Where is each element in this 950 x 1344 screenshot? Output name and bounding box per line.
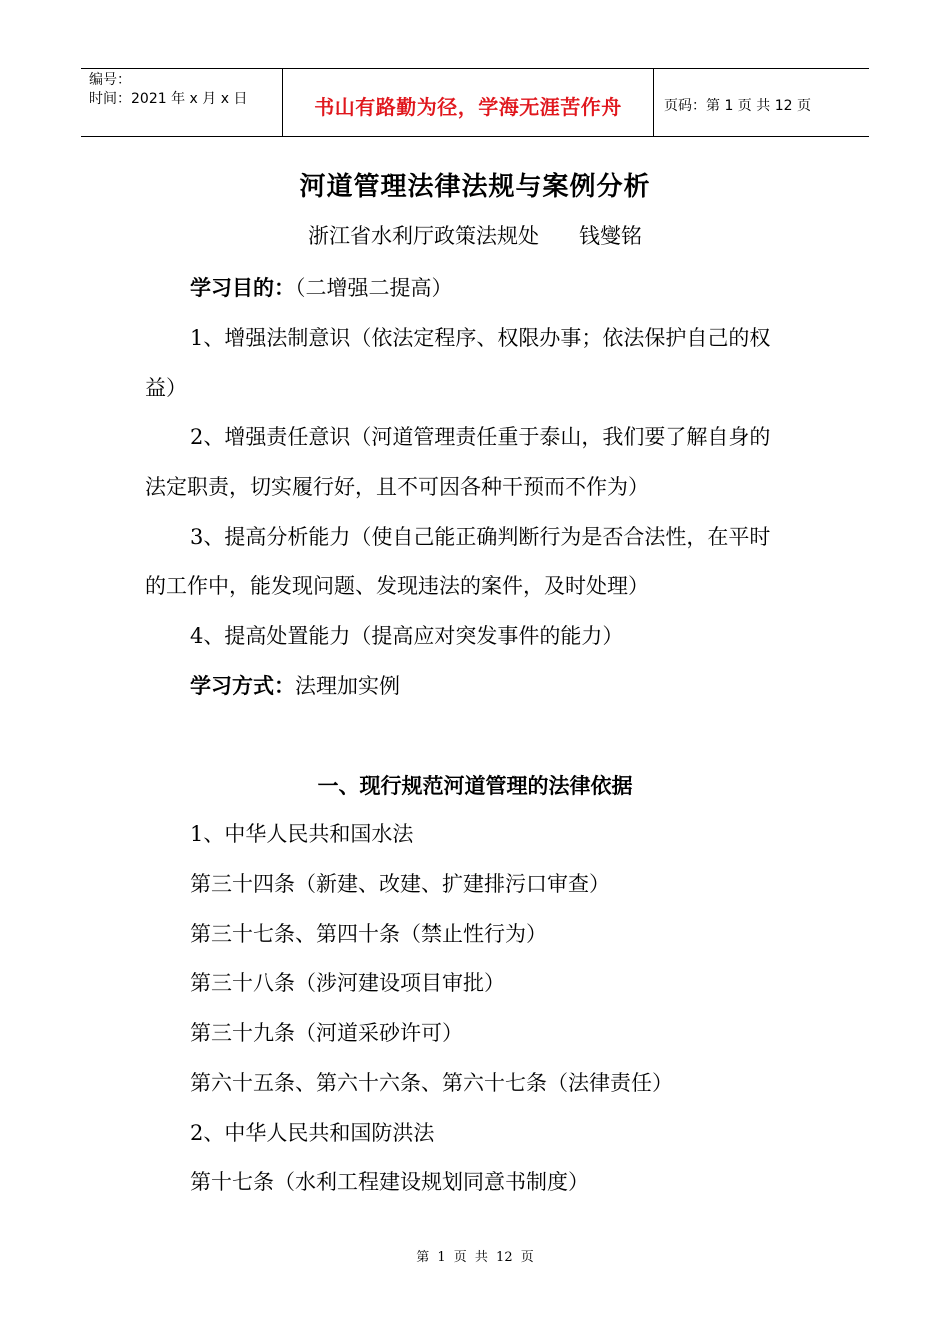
document-header-table	[81, 68, 869, 137]
law-line-1: 1、中华人民共和国水法	[190, 822, 414, 846]
objectives-label: 学习目的：	[190, 276, 295, 300]
section-1-heading: 一、现行规范河道管理的法律依据	[317, 774, 633, 798]
law-line-4: 第三十八条（涉河建设项目审批）	[190, 971, 505, 995]
page-code: 页码：第 1 页 共 12 页	[664, 97, 811, 114]
document-title: 河道管理法律法规与案例分析	[299, 172, 651, 202]
objective-item-2-line1: 2、增强责任意识（河道管理责任重于泰山，我们要了解自身的	[190, 425, 771, 449]
law-line-7: 2、中华人民共和国防洪法	[190, 1121, 435, 1145]
method-label: 学习方式：	[190, 674, 295, 698]
objective-item-1-line1: 1、增强法制意识（依法定程序、权限办事；依法保护自己的权	[190, 326, 771, 350]
law-line-8: 第十七条（水利工程建设规划同意书制度）	[190, 1170, 589, 1194]
law-line-2: 第三十四条（新建、改建、扩建排污口审查）	[190, 872, 610, 896]
objective-item-3-line1: 3、提高分析能力（使自己能正确判断行为是否合法性，在平时	[190, 525, 771, 549]
method-line	[190, 670, 400, 700]
number-label: 编号：	[89, 72, 131, 88]
author-byline: 浙江省水利厅政策法规处 钱燮铭	[307, 224, 643, 248]
law-line-3: 第三十七条、第四十条（禁止性行为）	[190, 922, 547, 946]
objective-item-3-line2: 的工作中，能发现问题、发现违法的案件，及时处理）	[145, 574, 649, 598]
motto-text: 书山有路勤为径，学海无涯苦作舟	[314, 95, 622, 119]
objective-item-1-line2: 益）	[145, 376, 187, 400]
objectives-text: （二增强二提高）	[295, 276, 453, 300]
law-line-5: 第三十九条（河道采砂许可）	[190, 1021, 463, 1045]
header-left-cell	[81, 69, 282, 136]
method-text: 法理加实例	[295, 674, 400, 698]
time-label: 时间：2021 年 x 月 x 日	[89, 91, 248, 107]
objective-item-4: 4、提高处置能力（提高应对突发事件的能力）	[190, 624, 624, 648]
objectives-line	[190, 272, 453, 302]
header-page-cell	[654, 69, 869, 136]
law-line-6: 第六十五条、第六十六条、第六十七条（法律责任）	[190, 1071, 673, 1095]
header-motto-cell	[282, 69, 654, 136]
page-footer: 第 1 页 共 12 页	[416, 1250, 534, 1265]
objective-item-2-line2: 法定职责，切实履行好，且不可因各种干预而不作为）	[145, 475, 649, 499]
